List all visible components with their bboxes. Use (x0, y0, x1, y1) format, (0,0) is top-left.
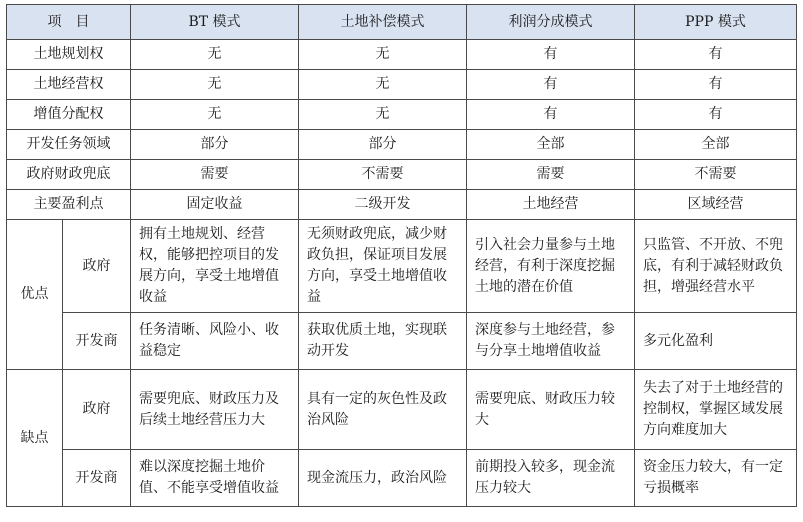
row-label: 政府财政兜底 (7, 160, 131, 190)
table-row (7, 130, 797, 160)
cell-ppp: 有 (635, 70, 797, 100)
cell-ppp: 资金压力较大，有一定亏损概率 (635, 450, 797, 507)
cell-land: 部分 (299, 130, 467, 160)
cell-ppp: 有 (635, 100, 797, 130)
table-row (7, 40, 797, 70)
cell-ppp: 有 (635, 40, 797, 70)
cell-land: 获取优质土地，实现联动开发 (299, 313, 467, 370)
cell-bt: 无 (131, 100, 299, 130)
disadvantages-government-row (7, 370, 797, 450)
advantages-government-row (7, 220, 797, 313)
cell-bt: 拥有土地规划、经营权，能够把控项目的发展方向，享受土地增值收益 (131, 220, 299, 313)
cell-ppp: 多元化盈利 (635, 313, 797, 370)
cell-bt: 任务清晰、风险小、收益稳定 (131, 313, 299, 370)
table-row (7, 70, 797, 100)
cell-land: 现金流压力，政治风险 (299, 450, 467, 507)
cell-bt: 部分 (131, 130, 299, 160)
sub-label-government: 政府 (63, 220, 131, 313)
header-profit-sharing: 利润分成模式 (467, 5, 635, 40)
table-row (7, 190, 797, 220)
cell-land: 二级开发 (299, 190, 467, 220)
cell-land: 无 (299, 100, 467, 130)
row-label: 土地经营权 (7, 70, 131, 100)
row-label: 增值分配权 (7, 100, 131, 130)
table-row (7, 100, 797, 130)
cell-bt: 需要兜底、财政压力及后续土地经营压力大 (131, 370, 299, 450)
cell-profit: 有 (467, 70, 635, 100)
cell-bt: 无 (131, 70, 299, 100)
mode-comparison-table (6, 4, 797, 507)
advantages-group-label: 优点 (7, 220, 63, 370)
sub-label-developer: 开发商 (63, 313, 131, 370)
cell-profit: 有 (467, 100, 635, 130)
cell-ppp: 失去了对于土地经营的控制权，掌握区域发展方向难度加大 (635, 370, 797, 450)
cell-profit: 前期投入较多，现金流压力较大 (467, 450, 635, 507)
disadvantages-developer-row (7, 450, 797, 507)
disadvantages-group-label: 缺点 (7, 370, 63, 507)
cell-land: 无 (299, 70, 467, 100)
cell-bt: 需要 (131, 160, 299, 190)
header-bt: BT 模式 (131, 5, 299, 40)
row-label: 主要盈利点 (7, 190, 131, 220)
table-row (7, 160, 797, 190)
advantages-developer-row (7, 313, 797, 370)
cell-profit: 深度参与土地经营，参与分享土地增值收益 (467, 313, 635, 370)
cell-profit: 全部 (467, 130, 635, 160)
cell-land: 无 (299, 40, 467, 70)
cell-ppp: 区域经营 (635, 190, 797, 220)
cell-ppp: 全部 (635, 130, 797, 160)
cell-bt: 难以深度挖掘土地价值、不能享受增值收益 (131, 450, 299, 507)
cell-land: 不需要 (299, 160, 467, 190)
cell-profit: 土地经营 (467, 190, 635, 220)
cell-profit: 需要兜底、财政压力较大 (467, 370, 635, 450)
cell-profit: 有 (467, 40, 635, 70)
row-label: 开发任务领域 (7, 130, 131, 160)
header-ppp: PPP 模式 (635, 5, 797, 40)
cell-land: 无须财政兜底，减少财政负担，保证项目发展方向，享受土地增值收益 (299, 220, 467, 313)
cell-bt: 固定收益 (131, 190, 299, 220)
cell-bt: 无 (131, 40, 299, 70)
sub-label-developer: 开发商 (63, 450, 131, 507)
cell-ppp: 不需要 (635, 160, 797, 190)
cell-profit: 需要 (467, 160, 635, 190)
header-item: 项 目 (7, 5, 131, 40)
header-land-compensation: 土地补偿模式 (299, 5, 467, 40)
cell-ppp: 只监管、不开放、不兜底，有利于减轻财政负担，增强经营水平 (635, 220, 797, 313)
row-label: 土地规划权 (7, 40, 131, 70)
header-row (7, 5, 797, 40)
cell-profit: 引入社会力量参与土地经营，有利于深度挖掘土地的潜在价值 (467, 220, 635, 313)
sub-label-government: 政府 (63, 370, 131, 450)
cell-land: 具有一定的灰色性及政治风险 (299, 370, 467, 450)
comparison-table-wrapper (6, 4, 797, 507)
